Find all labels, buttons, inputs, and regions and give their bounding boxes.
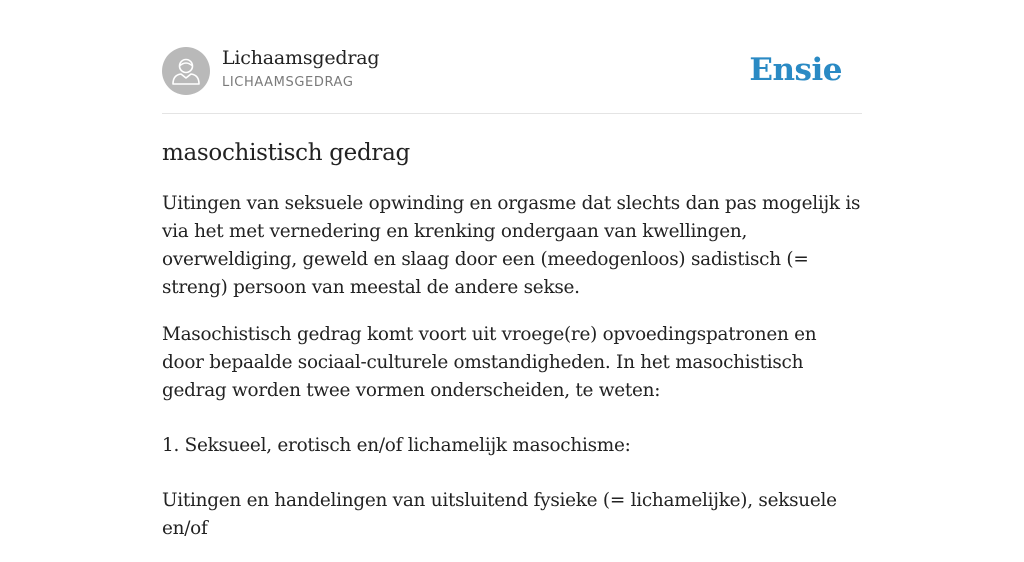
- ensie-logo[interactable]: Ensie: [749, 52, 842, 88]
- user-icon: [162, 47, 210, 95]
- article-body: [162, 190, 862, 562]
- author-info: [222, 46, 379, 91]
- paragraph-1: Uitingen van seksuele opwinding en orgasme dat slechts dan pas mogelijk is via het met vernedering en krenking ondergaan van kwellingen, overweldiging, geweld en slaag door een (meedogenloos) sadistisch (= streng) persoon van meestal de andere sekse.: [162, 193, 861, 298]
- article-header: [162, 0, 862, 114]
- paragraph-2: Masochistisch gedrag komt voort uit vroege(re) opvoedingspatronen en door bepaalde sociaal-culturele omstandigheden. In het masochistisch gedrag worden twee vormen onderscheiden, te weten:: [162, 324, 817, 401]
- author-name[interactable]: Lichaamsgedrag: [222, 47, 380, 69]
- author-category[interactable]: LICHAAMSGEDRAG: [222, 75, 354, 90]
- list-item-1: 1. Seksueel, erotisch en/of lichamelijk masochisme:: [162, 435, 631, 456]
- article-page: [162, 0, 862, 539]
- paragraph-3: Uitingen en handelingen van uitsluitend fysieke (= lichamelijke), seksuele en/of: [162, 490, 837, 539]
- article-title: masochistisch gedrag: [162, 140, 410, 166]
- author-avatar[interactable]: [162, 47, 210, 95]
